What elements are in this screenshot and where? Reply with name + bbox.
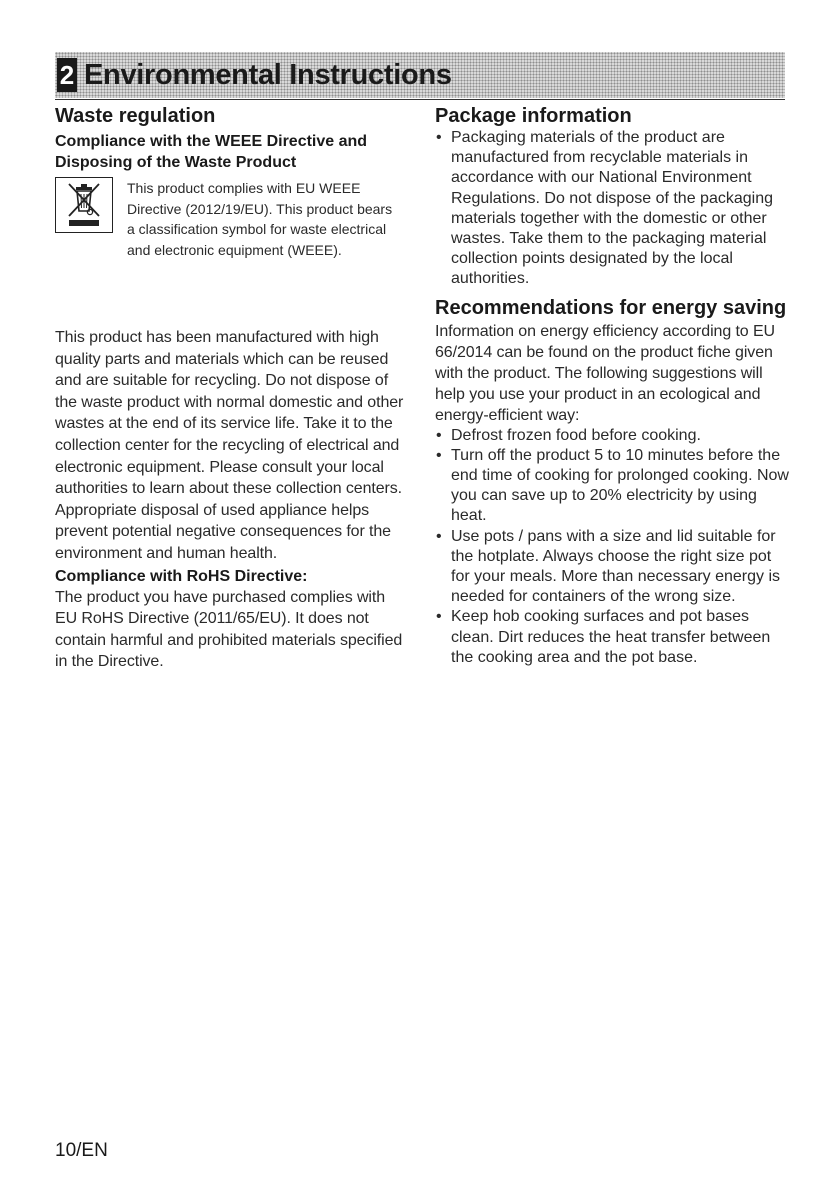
energy-intro-text: Information on energy efficiency according to EU 66/2014 can be found on the product fiche given with the product. The following suggestions will help you use your product in an ecological and energy-efficient way: [435,322,775,424]
bullet-marker: • [436,608,442,626]
page-number: 10/EN [55,1140,108,1161]
weee-compliance-text: This product complies with EU WEEE Directive (2012/19/EU). This product bears a classification symbol for waste electrical and electronic equipment (WEEE). [127,180,393,258]
rohs-body-text: The product you have purchased complies with EU RoHS Directive (2011/65/EU). It does not contain harmful and prohibited materials specified in the Directive. [55,588,403,671]
energy-bullet-list [435,426,790,668]
bullet-marker: • [436,426,442,444]
weee-heading: Compliance with the WEEE Directive and Disposing of the Waste Product [55,133,368,171]
bullet-marker: • [436,527,442,545]
left-column [55,104,405,673]
page-title: Environmental Instructions [84,59,452,91]
list-item [435,426,790,446]
list-item [435,128,790,290]
right-column [435,104,790,668]
bullet-marker: • [436,129,442,146]
list-item [435,607,790,668]
crossed-out-wheeled-bin-icon [55,177,113,233]
energy-bullet-text: Keep hob cooking surfaces and pot bases clean. Dirt reduces the heat transfer between the cooking area and the pot base. [451,608,771,666]
rohs-heading: Compliance with RoHS Directive: [55,567,308,585]
header-divider [55,99,785,100]
waste-disposal-text: Appropriate disposal of used appliance helps prevent potential negative consequences for the environment and human health. [55,501,391,562]
weee-notice [55,177,405,327]
package-bullet-list [435,128,790,290]
list-item [435,527,790,608]
energy-bullet-text: Turn off the product 5 to 10 minutes before the end time of cooking for prolonged cooking. Now you can save up to 20% electricity by using heat. [451,446,789,525]
package-bullet-text: Packaging materials of the product are manufactured from recyclable materials in accordance with our National Environment Regulations. Do not dispose of the packaging materials together with the domestic or other wastes. Take them to the packaging material collection points designated by the local authorities. [451,129,773,288]
energy-bullet-text: Use pots / pans with a size and lid suitable for the hotplate. Always choose the right size pot for your meals. More than necessary energy is needed for containers of the wrong size. [451,527,781,606]
list-item [435,446,790,527]
waste-regulation-heading: Waste regulation [55,105,216,127]
package-information-heading: Package information [435,105,632,127]
chapter-number: 2 [57,58,77,92]
energy-saving-heading: Recommendations for energy saving [435,296,787,319]
bullet-marker: • [436,446,442,464]
waste-body-text: This product has been manufactured with high quality parts and materials which can be reused and are suitable for recycling. Do not dispose of the waste product with normal domestic and other wastes at the end of its service life. Take it to the collection center for the recycling of electrical and electronic equipment. Please consult your local authorities to learn about these collection centers. [55,329,404,498]
energy-bullet-text: Defrost frozen food before cooking. [451,426,701,444]
